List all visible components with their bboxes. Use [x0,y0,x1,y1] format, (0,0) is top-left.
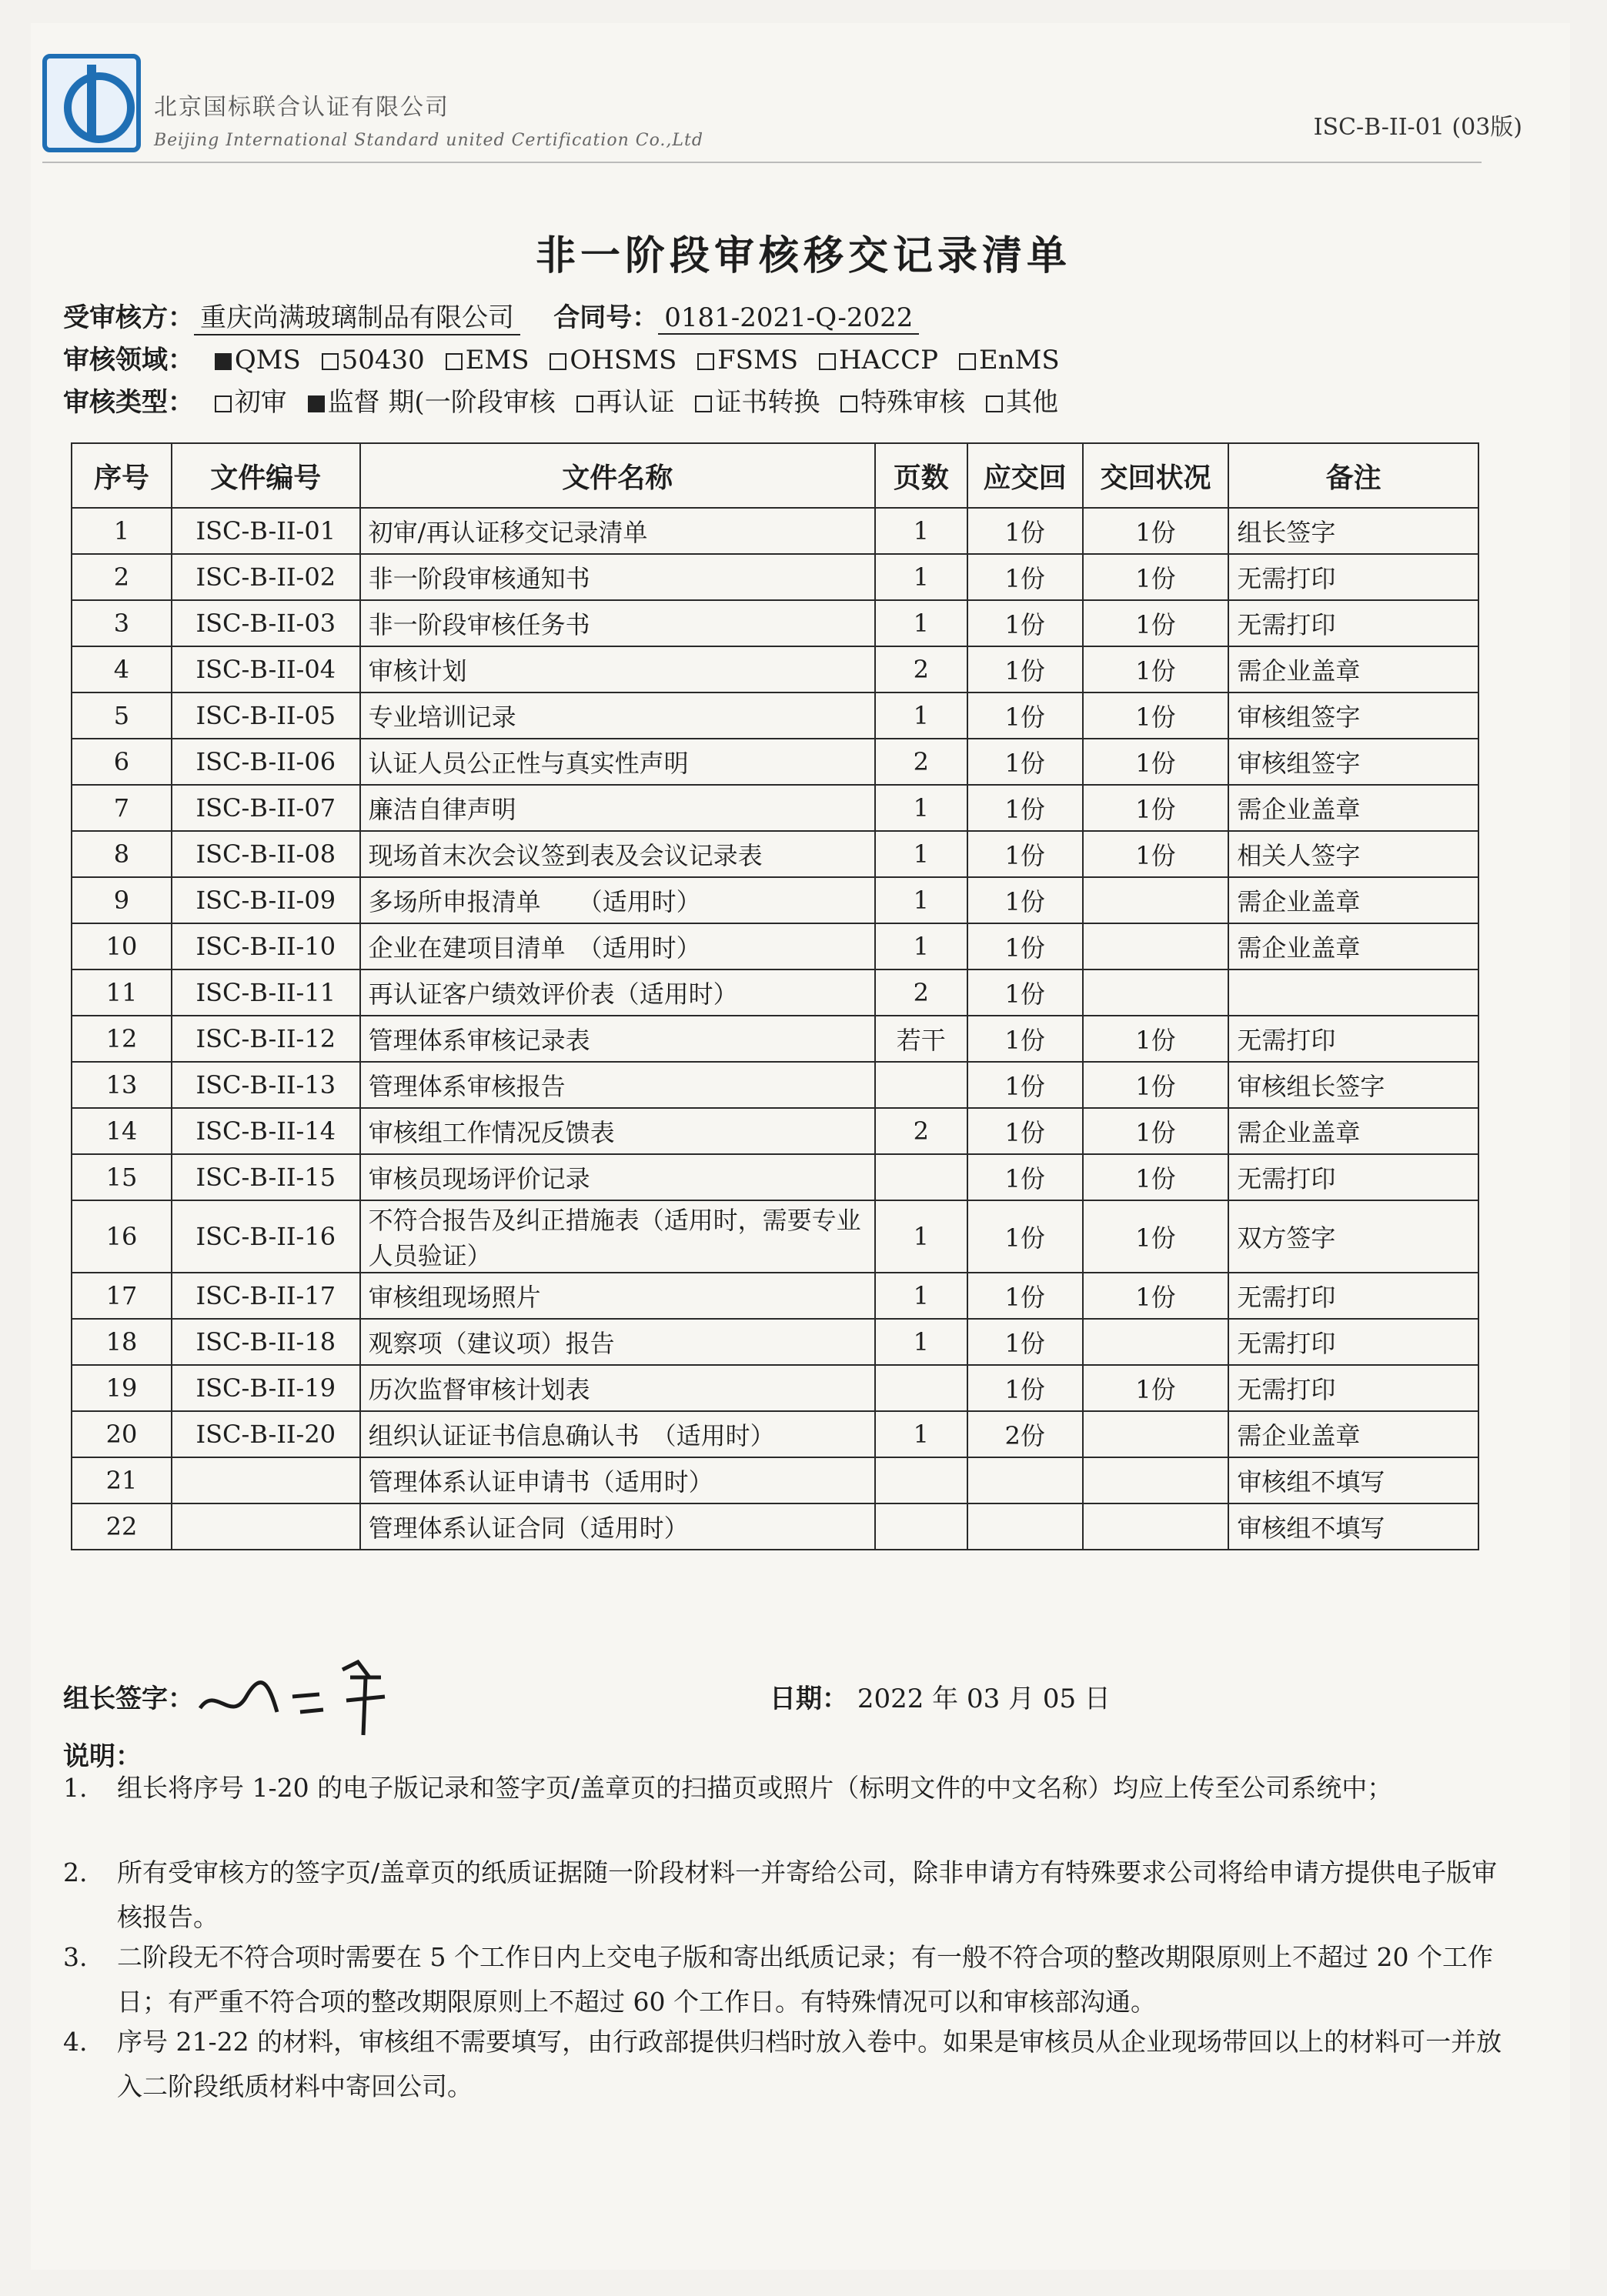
cell-no: 9 [72,877,172,923]
type-checkbox-transfer[interactable] [695,395,712,412]
cell-due: 1份 [967,831,1083,877]
type-label-transfer: 证书转换 [715,387,820,418]
cell-no: 13 [72,1062,172,1108]
cell-pages: 2 [875,1108,967,1154]
cell-name: 管理体系审核报告 [360,1062,875,1108]
table-row [72,969,1478,1016]
cell-returned: 1份 [1083,692,1229,739]
field-label-haccp: HACCP [838,345,939,375]
cell-code: ISC-B-II-05 [172,692,360,739]
field-checkbox-ohsms[interactable] [550,353,566,370]
cell-no: 18 [72,1319,172,1365]
cell-remark: 相关人签字 [1228,831,1478,877]
table-row [72,1411,1478,1457]
cell-due [967,1503,1083,1550]
field-checkbox-ems[interactable] [446,353,463,370]
cell-pages: 1 [875,1200,967,1273]
cell-name: 组织认证证书信息确认书 （适用时） [360,1411,875,1457]
note-text: 所有受审核方的签字页/盖章页的纸质证据随一阶段材料一并寄给公司，除非申请方有特殊要求公司将给申请方提供电子版审核报告。 [117,1857,1498,1932]
field-checkbox-enms[interactable] [959,353,976,370]
note-item [63,1935,1502,2024]
field-label-qms: QMS [234,345,301,375]
table-body [72,508,1478,1550]
header-returned: 交回状况 [1083,443,1229,508]
cell-remark: 无需打印 [1228,1016,1478,1062]
cell-remark: 无需打印 [1228,1273,1478,1319]
cell-no: 14 [72,1108,172,1154]
leader-signature-label: 组长签字： [63,1684,194,1714]
cell-code: ISC-B-II-18 [172,1319,360,1365]
cell-remark: 需企业盖章 [1228,785,1478,831]
cell-remark: 需企业盖章 [1228,923,1478,969]
cell-due: 1份 [967,692,1083,739]
type-checkbox-special[interactable] [840,395,857,412]
auditee-value: 重庆尚满玻璃制品有限公司 [194,296,520,335]
table-row [72,1503,1478,1550]
cell-due: 1份 [967,1273,1083,1319]
cell-due: 1份 [967,600,1083,646]
cell-code: ISC-B-II-19 [172,1365,360,1411]
table-row [72,1273,1478,1319]
header-pages: 页数 [875,443,967,508]
table-header-row [72,443,1478,508]
cell-no: 4 [72,646,172,692]
field-label-enms: EnMS [978,345,1060,375]
cell-no: 15 [72,1154,172,1200]
cell-no: 21 [72,1457,172,1503]
cell-pages: 2 [875,739,967,785]
cell-remark: 审核组长签字 [1228,1062,1478,1108]
page-title: 非一阶段审核移交记录清单 [535,232,1071,279]
cell-due: 1份 [967,554,1083,600]
cell-name: 管理体系审核记录表 [360,1016,875,1062]
cell-returned: 1份 [1083,1154,1229,1200]
cell-pages: 1 [875,923,967,969]
cell-remark: 审核组签字 [1228,739,1478,785]
cell-code: ISC-B-II-01 [172,508,360,554]
cell-name: 非一阶段审核任务书 [360,600,875,646]
header-remark: 备注 [1228,443,1478,508]
cell-name: 专业培训记录 [360,692,875,739]
cell-returned: 1份 [1083,1273,1229,1319]
contract-label: 合同号： [553,302,659,333]
cell-name: 审核组工作情况反馈表 [360,1108,875,1154]
cell-pages: 1 [875,554,967,600]
records-table [71,442,1479,1550]
cell-pages [875,1457,967,1503]
note-item [63,1850,1502,1940]
table-row [72,1154,1478,1200]
field-label-ems: EMS [465,345,530,375]
cell-code: ISC-B-II-06 [172,739,360,785]
cell-no: 2 [72,554,172,600]
type-label-recert: 再认证 [596,387,675,418]
note-number: 4. [63,2027,88,2057]
table-row [72,692,1478,739]
cell-name: 企业在建项目清单 （适用时） [360,923,875,969]
cell-name: 审核计划 [360,646,875,692]
note-number: 1. [63,1773,88,1803]
cell-code: ISC-B-II-03 [172,600,360,646]
table-row [72,600,1478,646]
cell-pages [875,1154,967,1200]
cell-pages: 1 [875,508,967,554]
cell-remark: 无需打印 [1228,1365,1478,1411]
cell-returned: 1份 [1083,831,1229,877]
cell-code: ISC-B-II-20 [172,1411,360,1457]
cell-code: ISC-B-II-02 [172,554,360,600]
cell-name: 管理体系认证合同（适用时） [360,1503,875,1550]
cell-pages: 2 [875,646,967,692]
date-value: 2022 年 03 月 05 日 [857,1684,1111,1714]
cell-name: 廉洁自律声明 [360,785,875,831]
table-row [72,646,1478,692]
auditee-label: 受审核方： [63,302,194,333]
cell-no: 22 [72,1503,172,1550]
cell-due: 2份 [967,1411,1083,1457]
cell-no: 11 [72,969,172,1016]
leader-signature [192,1654,393,1739]
cell-code: ISC-B-II-16 [172,1200,360,1273]
cell-returned: 1份 [1083,1062,1229,1108]
cell-returned [1083,1503,1229,1550]
cell-due: 1份 [967,1108,1083,1154]
type-checkbox-other[interactable] [986,395,1003,412]
cell-name: 认证人员公正性与真实性声明 [360,739,875,785]
cell-due: 1份 [967,739,1083,785]
cell-no: 8 [72,831,172,877]
cell-returned: 1份 [1083,739,1229,785]
table-row [72,923,1478,969]
cell-remark: 需企业盖章 [1228,877,1478,923]
cell-code: ISC-B-II-12 [172,1016,360,1062]
cell-code: ISC-B-II-09 [172,877,360,923]
cell-due: 1份 [967,1062,1083,1108]
cell-no: 3 [72,600,172,646]
cell-pages: 1 [875,831,967,877]
field-label-50430: 50430 [341,345,425,375]
cell-name: 多场所申报清单 （适用时） [360,877,875,923]
cell-code: ISC-B-II-08 [172,831,360,877]
cell-returned [1083,877,1229,923]
table-row [72,1062,1478,1108]
cell-due: 1份 [967,508,1083,554]
cell-remark: 审核组不填写 [1228,1503,1478,1550]
logo-bar-shape [87,65,96,138]
cell-no: 6 [72,739,172,785]
cell-due: 1份 [967,969,1083,1016]
cell-code: ISC-B-II-11 [172,969,360,1016]
cell-remark: 双方签字 [1228,1200,1478,1273]
cell-returned: 1份 [1083,646,1229,692]
cell-returned: 1份 [1083,1200,1229,1273]
cell-pages: 1 [875,1273,967,1319]
type-label-surveillance: 监督 [327,387,380,418]
cell-pages: 1 [875,785,967,831]
cell-remark: 需企业盖章 [1228,646,1478,692]
cell-due: 1份 [967,923,1083,969]
cell-no: 17 [72,1273,172,1319]
cell-pages: 2 [875,969,967,1016]
cell-code: ISC-B-II-13 [172,1062,360,1108]
cell-code: ISC-B-II-10 [172,923,360,969]
cell-remark: 需企业盖章 [1228,1108,1478,1154]
company-name-en: Beijing International Standard united Certification Co.,Ltd [154,131,703,150]
company-logo [42,54,141,152]
cell-returned: 1份 [1083,785,1229,831]
table-row [72,785,1478,831]
cell-returned: 1份 [1083,600,1229,646]
type-label-initial: 初审 [234,387,287,418]
cell-remark: 无需打印 [1228,1154,1478,1200]
logo-ring-shape [64,72,135,143]
cell-pages [875,1062,967,1108]
cell-pages: 1 [875,1411,967,1457]
table-row [72,554,1478,600]
company-name-cn: 北京国标联合认证有限公司 [154,94,449,121]
note-number: 2. [63,1857,88,1887]
date-label: 日期： [770,1684,848,1714]
cell-code: ISC-B-II-17 [172,1273,360,1319]
cell-returned: 1份 [1083,1016,1229,1062]
cell-due: 1份 [967,1365,1083,1411]
cell-no: 7 [72,785,172,831]
table-row [72,1457,1478,1503]
note-item [63,1766,1502,1810]
cell-code: ISC-B-II-07 [172,785,360,831]
cell-name: 管理体系认证申请书（适用时） [360,1457,875,1503]
note-item [63,2020,1502,2109]
cell-remark: 无需打印 [1228,1319,1478,1365]
cell-pages: 1 [875,600,967,646]
field-checkbox-50430[interactable] [322,353,339,370]
cell-remark: 审核组签字 [1228,692,1478,739]
header-no: 序号 [72,443,172,508]
header-due: 应交回 [967,443,1083,508]
cell-pages [875,1503,967,1550]
type-checkbox-recert[interactable] [576,395,593,412]
cell-pages [875,1365,967,1411]
cell-code [172,1457,360,1503]
cell-no: 19 [72,1365,172,1411]
cell-returned [1083,1319,1229,1365]
field-label-ohsms: OHSMS [570,345,677,375]
cell-returned: 1份 [1083,1365,1229,1411]
cell-code: ISC-B-II-14 [172,1108,360,1154]
cell-remark: 组长签字 [1228,508,1478,554]
table-row [72,1319,1478,1365]
table-row [72,508,1478,554]
header-code: 文件编号 [172,443,360,508]
cell-name: 初审/再认证移交记录清单 [360,508,875,554]
cell-pages: 1 [875,692,967,739]
type-label-other: 其他 [1005,387,1058,418]
cell-no: 16 [72,1200,172,1273]
cell-due: 1份 [967,646,1083,692]
cell-remark: 无需打印 [1228,554,1478,600]
auditee-line [63,296,919,335]
document-code: ISC-B-II-01 (03版) [1313,114,1522,141]
note-text: 序号 21-22 的材料，审核组不需要填写，由行政部提供归档时放入卷中。如果是审核员从企业现场带回以上的材料可一并放入二阶段纸质材料中寄回公司。 [117,2027,1502,2101]
note-text: 二阶段无不符合项时需要在 5 个工作日内上交电子版和寄出纸质记录；有一般不符合项的整改期限原则上不超过 20 个工作日；有严重不符合项的整改期限原则上不超过 60 个工作日。有特殊情况可以和审核部沟通。 [117,1942,1493,2017]
cell-remark: 无需打印 [1228,600,1478,646]
cell-remark: 需企业盖章 [1228,1411,1478,1457]
cell-name: 现场首末次会议签到表及会议记录表 [360,831,875,877]
cell-code: ISC-B-II-15 [172,1154,360,1200]
table-row [72,1016,1478,1062]
cell-due: 1份 [967,1319,1083,1365]
cell-due: 1份 [967,877,1083,923]
field-checkbox-haccp[interactable] [819,353,836,370]
cell-no: 1 [72,508,172,554]
cell-name: 非一阶段审核通知书 [360,554,875,600]
cell-returned [1083,969,1229,1016]
notes-title: 说明： [63,1741,142,1772]
cell-due [967,1457,1083,1503]
cell-no: 5 [72,692,172,739]
field-label-fsms: FSMS [717,345,799,375]
field-checkbox-qms[interactable] [215,353,232,370]
cell-returned: 1份 [1083,508,1229,554]
table-row [72,1200,1478,1273]
cell-pages: 若干 [875,1016,967,1062]
cell-returned [1083,1457,1229,1503]
table-row [72,877,1478,923]
field-checkbox-fsms[interactable] [697,353,714,370]
header-name: 文件名称 [360,443,875,508]
cell-due: 1份 [967,1016,1083,1062]
type-label-special: 特殊审核 [860,387,966,418]
cell-code [172,1503,360,1550]
note-number: 3. [63,1942,88,1972]
audit-field-line [63,339,1060,376]
audit-field-label: 审核领域： [63,345,194,375]
cell-name: 审核员现场评价记录 [360,1154,875,1200]
contract-value: 0181-2021-Q-2022 [658,302,919,335]
cell-returned [1083,1411,1229,1457]
cell-remark: 审核组不填写 [1228,1457,1478,1503]
table-row [72,739,1478,785]
cell-pages: 1 [875,1319,967,1365]
cell-due: 1份 [967,785,1083,831]
audit-type-line [63,381,1058,419]
table-row [72,831,1478,877]
cell-no: 10 [72,923,172,969]
cell-name: 不符合报告及纠正措施表（适用时，需要专业人员验证） [360,1200,875,1273]
type-checkbox-surveillance[interactable] [308,395,325,412]
cell-no: 20 [72,1411,172,1457]
audit-type-label: 审核类型： [63,387,194,418]
table-row [72,1108,1478,1154]
cell-name: 观察项（建议项）报告 [360,1319,875,1365]
cell-name: 审核组现场照片 [360,1273,875,1319]
type-checkbox-initial[interactable] [215,395,232,412]
note-text: 组长将序号 1-20 的电子版记录和签字页/盖章页的扫描页或照片（标明文件的中文名称）均应上传至公司系统中； [117,1773,1393,1803]
cell-no: 12 [72,1016,172,1062]
type-extra: 期(一阶段审核 [388,387,556,418]
cell-remark [1228,969,1478,1016]
cell-returned: 1份 [1083,554,1229,600]
cell-due: 1份 [967,1154,1083,1200]
cell-name: 再认证客户绩效评价表（适用时） [360,969,875,1016]
cell-returned: 1份 [1083,1108,1229,1154]
table-row [72,1365,1478,1411]
header-divider [42,162,1482,163]
date-line [770,1677,1111,1715]
cell-due: 1份 [967,1200,1083,1273]
cell-name: 历次监督审核计划表 [360,1365,875,1411]
cell-code: ISC-B-II-04 [172,646,360,692]
cell-pages: 1 [875,877,967,923]
cell-returned [1083,923,1229,969]
